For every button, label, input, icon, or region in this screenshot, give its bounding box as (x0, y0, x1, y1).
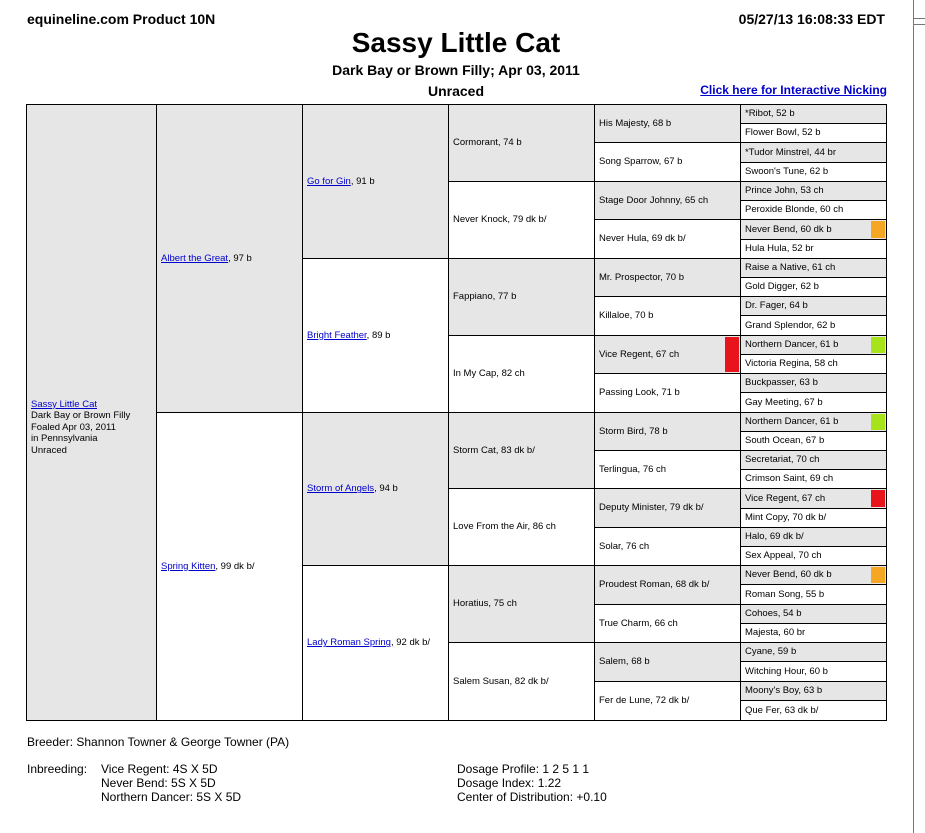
ancestor-gen5-cell (741, 355, 887, 374)
ancestor-text: Never Knock, 79 dk b/ (453, 214, 547, 226)
ancestor-gen4-cell (595, 566, 741, 605)
inbreeding-color-marker (871, 221, 885, 238)
ancestor-gen5-cell (741, 528, 887, 547)
inbreeding-item: Never Bend: 5S X 5D (101, 776, 216, 790)
ancestor-text: Horatius, 75 ch (453, 598, 517, 610)
ancestor-gen5-cell (741, 201, 887, 220)
ancestor-text: *Tudor Minstrel, 44 br (745, 146, 836, 158)
window-frame-edge (913, 0, 914, 833)
pedigree-table (26, 104, 887, 721)
ancestor-gen5-cell (741, 413, 887, 432)
subject-cell (26, 105, 157, 720)
ancestor-gen2-cell (303, 566, 449, 720)
ancestor-gen5-cell (741, 605, 887, 624)
ancestor-text (307, 330, 390, 342)
ancestor-text: Victoria Regina, 58 ch (745, 358, 838, 370)
ancestor-gen5-cell (741, 624, 887, 643)
window-frame-tick (914, 18, 925, 19)
ancestor-gen5-cell (741, 509, 887, 528)
ancestor-text: Witching Hour, 60 b (745, 665, 828, 677)
ancestor-text: Northern Dancer, 61 b (745, 416, 839, 428)
ancestor-text: Crimson Saint, 69 ch (745, 473, 834, 485)
ancestor-text: Majesta, 60 br (745, 627, 806, 639)
inbreeding-label: Inbreeding: (27, 762, 88, 776)
ancestor-text: Salem, 68 b (599, 656, 650, 668)
inbreeding-color-marker (871, 337, 885, 353)
ancestor-gen1-cell (157, 413, 303, 720)
ancestor-gen5-cell (741, 701, 887, 720)
ancestor-link[interactable]: Spring Kitten (161, 560, 216, 572)
ancestor-text: Song Sparrow, 67 b (599, 156, 683, 168)
ancestor-gen3-cell (449, 413, 595, 489)
ancestor-text: Never Bend, 60 dk b (745, 223, 832, 235)
ancestor-gen5-cell (741, 374, 887, 393)
dosage-profile: Dosage Profile: 1 2 5 1 1 (457, 762, 590, 776)
ancestor-gen5-cell (741, 566, 887, 585)
ancestor-gen5-cell (741, 432, 887, 451)
ancestor-text: Never Hula, 69 dk b/ (599, 233, 686, 245)
inbreeding-color-marker (871, 567, 885, 583)
inbreeding-color-marker (725, 337, 739, 372)
ancestor-gen5-cell (741, 259, 887, 278)
center-of-distribution: Center of Distribution: +0.10 (457, 790, 607, 804)
subject-line: Unraced (31, 444, 67, 456)
ancestor-gen4-cell (595, 297, 741, 336)
ancestor-text: Mr. Prospector, 70 b (599, 271, 685, 283)
ancestor-gen3-cell (449, 259, 595, 336)
subject-line: Dark Bay or Brown Filly (31, 410, 131, 422)
ancestor-text: Prince John, 53 ch (745, 185, 824, 197)
ancestor-info: , 97 b (228, 252, 252, 264)
ancestor-link[interactable]: Storm of Angels (307, 483, 375, 495)
inbreeding-item: Vice Regent: 4S X 5D (101, 762, 218, 776)
ancestor-gen4-cell (595, 413, 741, 451)
ancestor-link[interactable]: Bright Feather (307, 329, 367, 341)
ancestor-text: *Ribot, 52 b (745, 108, 795, 120)
ancestor-text: Northern Dancer, 61 b (745, 339, 839, 351)
ancestor-info: , 91 b (350, 175, 375, 187)
ancestor-gen3-cell (449, 105, 595, 182)
ancestor-gen4-cell (595, 682, 741, 720)
timestamp: 05/27/13 16:08:33 EDT (738, 11, 885, 27)
ancestor-text: Secretariat, 70 ch (745, 454, 820, 466)
ancestor-text: Moony's Boy, 63 b (745, 685, 823, 697)
ancestor-gen4-cell (595, 374, 741, 413)
ancestor-gen4-cell (595, 105, 741, 143)
ancestor-gen3-cell (449, 336, 595, 413)
ancestor-text: Cormorant, 74 b (453, 137, 522, 149)
ancestor-gen5-cell (741, 489, 887, 509)
ancestor-text: Terlingua, 76 ch (599, 463, 667, 475)
horse-description: Dark Bay or Brown Filly; Apr 03, 2011 (332, 62, 580, 78)
ancestor-gen2-cell (303, 413, 449, 566)
ancestor-gen5-cell (741, 297, 887, 316)
ancestor-gen4-cell (595, 182, 741, 220)
ancestor-text: Sex Appeal, 70 ch (745, 550, 822, 562)
ancestor-info: , 99 dk b/ (215, 560, 255, 572)
ancestor-text: Dr. Fager, 64 b (745, 300, 808, 312)
ancestor-text: Mint Copy, 70 dk b/ (745, 512, 827, 524)
dosage-index: Dosage Index: 1.22 (457, 776, 562, 790)
breeder-info: Breeder: Shannon Towner & George Towner (PA) (27, 735, 290, 749)
ancestor-text (307, 176, 375, 188)
ancestor-gen5-cell (741, 182, 887, 201)
ancestor-text: Raise a Native, 61 ch (745, 262, 836, 274)
ancestor-text: Swoon's Tune, 62 b (745, 166, 829, 178)
ancestor-gen5-cell (741, 316, 887, 336)
ancestor-gen5-cell (741, 336, 887, 355)
inbreeding-color-marker (871, 414, 885, 430)
ancestor-text: Fer de Lune, 72 dk b/ (599, 695, 690, 707)
ancestor-gen5-cell (741, 470, 887, 489)
ancestor-gen5-cell (741, 662, 887, 682)
ancestor-gen5-cell (741, 143, 887, 163)
ancestor-gen5-cell (741, 124, 887, 143)
ancestor-gen3-cell (449, 566, 595, 643)
source-label: equineline.com Product 10N (27, 11, 216, 27)
ancestor-gen5-cell (741, 451, 887, 470)
ancestor-text: Gold Digger, 62 b (745, 281, 819, 293)
ancestor-gen3-cell (449, 489, 595, 566)
ancestor-text: Hula Hula, 52 br (745, 243, 814, 255)
ancestor-gen4-cell (595, 451, 741, 489)
ancestor-text: Buckpasser, 63 b (745, 377, 818, 389)
ancestor-gen4-cell (595, 489, 741, 528)
ancestor-text: Passing Look, 71 b (599, 387, 680, 399)
ancestor-gen4-cell (595, 528, 741, 566)
ancestor-gen5-cell (741, 585, 887, 605)
ancestor-text: Deputy Minister, 79 dk b/ (599, 502, 704, 514)
ancestor-gen5-cell (741, 393, 887, 413)
ancestor-text: Peroxide Blonde, 60 ch (745, 204, 844, 216)
ancestor-text: Love From the Air, 86 ch (453, 521, 556, 533)
ancestor-gen4-cell (595, 643, 741, 682)
ancestor-text: Vice Regent, 67 ch (599, 348, 680, 360)
ancestor-text: Flower Bowl, 52 b (745, 127, 821, 139)
ancestor-gen5-cell (741, 220, 887, 240)
ancestor-gen4-cell (595, 259, 741, 297)
ancestor-text: Proudest Roman, 68 dk b/ (599, 579, 710, 591)
ancestor-gen5-cell (741, 643, 887, 662)
ancestor-text: Storm Bird, 78 b (599, 425, 668, 437)
ancestor-text: Fappiano, 77 b (453, 291, 517, 303)
ancestor-gen5-cell (741, 682, 887, 701)
ancestor-gen3-cell (449, 643, 595, 720)
inbreeding-list (101, 762, 241, 804)
ancestor-text (161, 253, 252, 265)
ancestor-text (161, 561, 255, 573)
ancestor-text: Vice Regent, 67 ch (745, 492, 826, 504)
ancestor-text (307, 483, 398, 495)
ancestor-text: Cyane, 59 b (745, 646, 797, 658)
ancestor-text: Solar, 76 ch (599, 540, 650, 552)
subject-name-link[interactable]: Sassy Little Cat (31, 398, 97, 410)
ancestor-gen2-cell (303, 259, 449, 413)
ancestor-text: Roman Song, 55 b (745, 588, 825, 600)
ancestor-text: Stage Door Johnny, 65 ch (599, 194, 709, 206)
ancestor-gen4-cell (595, 605, 741, 643)
ancestor-gen4-cell (595, 143, 741, 182)
ancestor-text: Halo, 69 dk b/ (745, 531, 804, 543)
ancestor-link[interactable]: Lady Roman Spring (307, 637, 391, 649)
ancestor-gen2-cell (303, 105, 449, 259)
ancestor-text: His Majesty, 68 b (599, 117, 672, 129)
ancestor-text: Salem Susan, 82 dk b/ (453, 675, 549, 687)
ancestor-gen5-cell (741, 163, 887, 182)
ancestor-text: Storm Cat, 83 dk b/ (453, 444, 535, 456)
ancestor-text: Cohoes, 54 b (745, 608, 802, 620)
dosage-info (457, 762, 607, 804)
ancestor-gen3-cell (449, 182, 595, 259)
ancestor-text: True Charm, 66 ch (599, 617, 678, 629)
ancestor-info: , 92 dk b/ (390, 637, 431, 649)
ancestor-text: Que Fer, 63 dk b/ (745, 704, 819, 716)
ancestor-text: Killaloe, 70 b (599, 310, 654, 322)
ancestor-text: In My Cap, 82 ch (453, 368, 525, 380)
interactive-nicking-link[interactable]: Click here for Interactive Nicking (700, 83, 887, 97)
ancestor-link[interactable]: Go for Gin (307, 175, 351, 187)
ancestor-gen4-cell (595, 336, 741, 374)
inbreeding-color-marker (871, 490, 885, 507)
ancestor-info: , 94 b (374, 483, 398, 495)
ancestor-gen5-cell (741, 278, 887, 297)
ancestor-gen1-cell (157, 105, 303, 413)
subject-line: in Pennsylvania (31, 433, 98, 445)
ancestor-info: , 89 b (366, 329, 391, 341)
window-frame-tick (914, 24, 925, 25)
horse-name-title: Sassy Little Cat (351, 27, 561, 58)
ancestor-gen5-cell (741, 547, 887, 566)
ancestor-gen5-cell (741, 105, 887, 124)
inbreeding-item: Northern Dancer: 5S X 5D (101, 790, 242, 804)
subject-line: Foaled Apr 03, 2011 (31, 421, 116, 433)
ancestor-link[interactable]: Albert the Great (161, 252, 229, 264)
ancestor-text: South Ocean, 67 b (745, 435, 825, 447)
ancestor-gen5-cell (741, 240, 887, 259)
ancestor-text: Grand Splendor, 62 b (745, 319, 836, 331)
ancestor-text: Gay Meeting, 67 b (745, 396, 823, 408)
race-status: Unraced (427, 83, 485, 99)
ancestor-text: Never Bend, 60 dk b (745, 569, 832, 581)
ancestor-gen4-cell (595, 220, 741, 259)
ancestor-text (307, 637, 430, 649)
